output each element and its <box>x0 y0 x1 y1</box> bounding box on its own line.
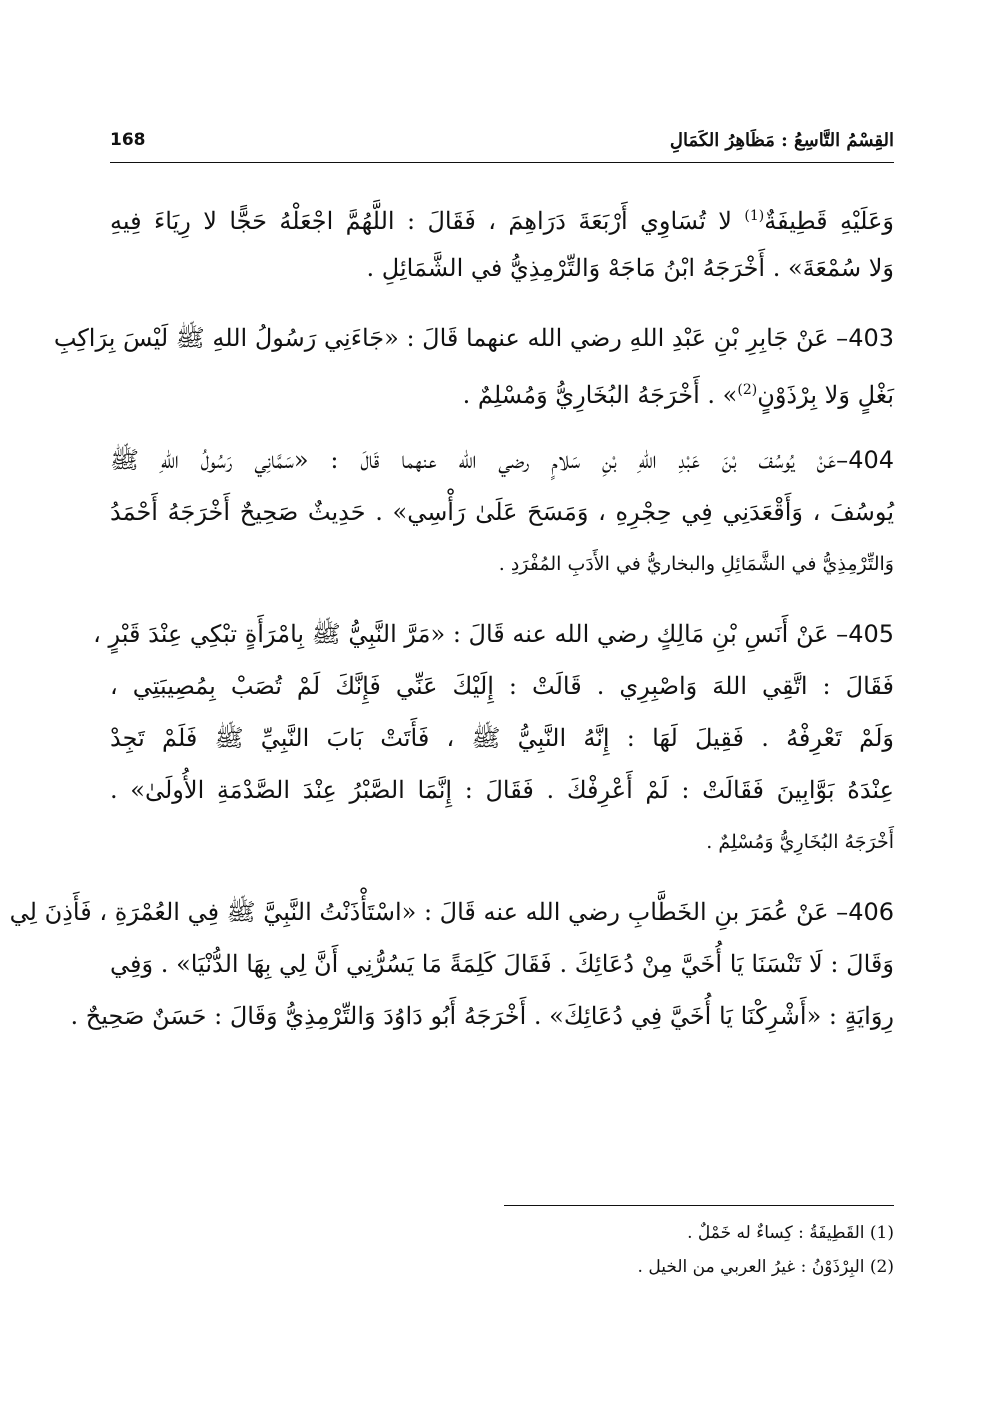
text-line <box>93 608 894 660</box>
text-line: أَخْرَجَهُ البُخَارِيُّ وَمُسْلِمٌ . <box>706 831 894 853</box>
text-line: وَالتِّرْمِذِيُّ في الشَّمَائِلِ والبخاريُّ في الأَدَبِ المُفْرَدِ . <box>498 553 894 575</box>
paragraph-continued <box>110 190 894 294</box>
hadith-number: 403 <box>848 324 894 352</box>
running-title: القِسْمُ التَّاسِعُ : مَظَاهِرُ الكَمَالِ <box>669 129 894 151</box>
text-line: عِنْدَهُ بَوَّابِينَ فَقَالَتْ : لَمْ أَعْرِفْكَ . فَقَالَ : إِنَّمَا الصَّبْرُ عِنْدَ الصَّدْمَةِ الأُولَىٰ» . <box>110 776 894 804</box>
text-run: – عَنْ عُمَرَ بنِ الخَطَّابِ رضي الله عنه قَالَ : «اسْتَأْذَنْتُ النَّبِيَّ ﷺ فِي العُمْرَةِ ، فَأَذِنَ لِي <box>9 898 849 926</box>
hadith-403 <box>53 312 894 416</box>
page-header <box>110 118 894 163</box>
text-line: وَلَمْ تَعْرِفْهُ . فَقِيلَ لَهَا : إِنَّهُ النَّبِيُّ ﷺ ، فَأَتَتْ بَابَ النَّبِيِّ ﷺ فَلَمْ تَجِدْ <box>110 724 894 752</box>
footnote-ref: (2) <box>737 382 758 398</box>
text-run: » . أَخْرَجَهُ البُخَارِيُّ وَمُسْلِمٌ . <box>462 381 738 409</box>
text-line: وَقَالَ : لَا تَنْسَنَا يَا أُخَيَّ مِنْ دُعَائِكَ . فَقَالَ كَلِمَةً مَا يَسُرُّنِي أَنَّ لِي بِهَا الدُّنْيَا» . وَفِي <box>110 950 894 978</box>
text-run: –عَنْ يُوسُفَ بْنَ عَبْدِ اللهِ بْنِ سَلامٍ رضي الله عنهما قَالَ : «سَمَّانِي رَسُولُ اللهِ ﷺ <box>110 446 849 474</box>
page-number: 168 <box>110 130 146 150</box>
text-line <box>110 364 894 416</box>
hadith-number: 404 <box>848 446 894 474</box>
text-run: وَعَلَيْهِ قَطِيفَةٌ <box>764 207 894 235</box>
footnote-ref: (1) <box>744 208 765 224</box>
hadith-number: 405 <box>848 620 894 648</box>
hadith-number: 406 <box>848 898 894 926</box>
text-run: – عَنْ جَابِرِ بْنِ عَبْدِ اللهِ رضي الله عنهما قَالَ : «جَاءَنِي رَسُولُ اللهِ ﷺ لَيْسَ بِرَاكِبِ <box>53 324 849 352</box>
text-run: بَغْلٍ وَلا بِرْذَوْنٍ <box>757 381 894 409</box>
text-line: وَلا سُمْعَةَ» . أَخْرَجَهُ ابْنُ مَاجَهْ وَالتِّرْمِذِيُّ في الشَّمَائِلِ . <box>366 254 894 282</box>
text-line <box>110 190 894 242</box>
page-body <box>9 190 894 1060</box>
text-line <box>53 312 894 364</box>
hadith-406 <box>9 886 894 1042</box>
footnote-2: (2) البِرْذَوْنُ : غيرُ العربي من الخيل . <box>637 1257 894 1277</box>
text-run: لا تُسَاوِي أَرْبَعَةَ دَرَاهِمَ ، فَقَالَ : اللَّهُمَّ اجْعَلْهُ حَجًّا لا رِيَاءَ فِيهِ <box>110 207 745 235</box>
footnote-1: (1) القَطِيفَةُ : كِساءٌ له خَمْلٌ . <box>687 1223 894 1243</box>
hadith-404 <box>110 434 894 590</box>
footnotes <box>110 1205 894 1284</box>
text-line: يُوسُفَ ، وَأَقْعَدَنِي فِي حِجْرِهِ ، وَمَسَحَ عَلَىٰ رَأْسِي» . حَدِيثٌ صَحِيحٌ أَخْرَجَهُ أَحْمَدُ <box>110 498 894 526</box>
hadith-405 <box>93 608 894 868</box>
text-line <box>9 886 894 938</box>
footnote-divider <box>504 1205 894 1206</box>
text-line: رِوَايَةٍ : «أَشْرِكْنَا يَا أُخَيَّ فِي دُعَائِكَ» . أَخْرَجَهُ أَبُو دَاوُدَ وَالتِّرْمِذِيُّ وَقَالَ : حَسَنٌ صَحِيحٌ . <box>70 1002 894 1030</box>
text-line: فَقَالَ : اتَّقِي اللهَ وَاصْبِرِي . قَالَتْ : إِلَيْكَ عَنِّي فَإِنَّكَ لَمْ تُصَبْ بِمُصِيبَتِي ، <box>110 672 894 700</box>
text-line <box>110 434 894 486</box>
text-run: – عَنْ أَنَسِ بْنِ مَالِكٍ رضي الله عنه قَالَ : «مَرَّ النَّبِيُّ ﷺ بِامْرَأَةٍ تبْكِي عِنْدَ قَبْرٍ ، <box>93 620 849 648</box>
